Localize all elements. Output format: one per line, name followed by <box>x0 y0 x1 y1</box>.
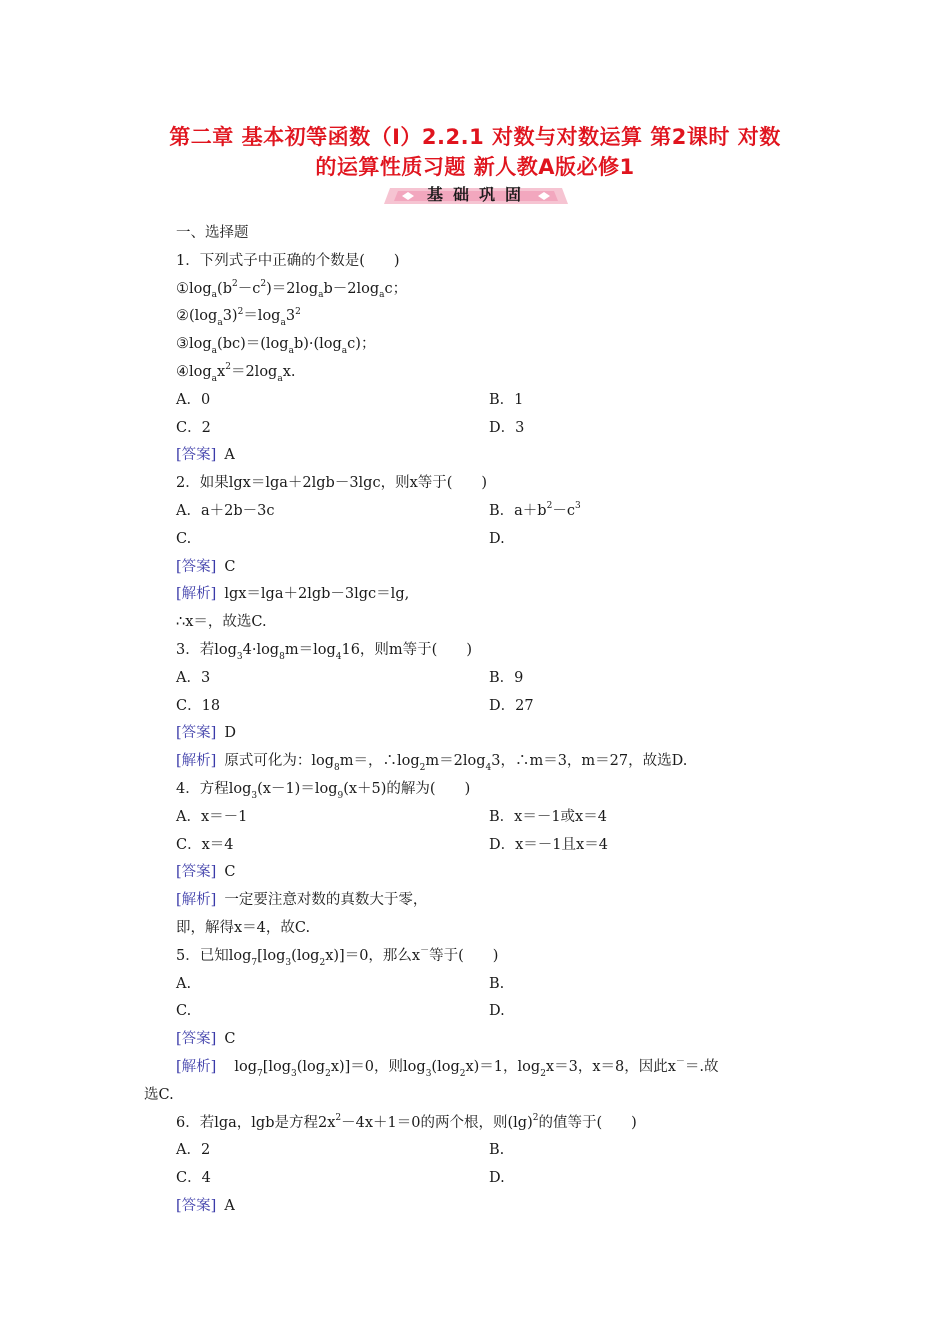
q4-options-ab: A．x＝－1 B．x＝－1或x＝4 <box>176 808 607 825</box>
q5-analysis: [解析] $\log_7[\log_3(\log_2x)]=0$，则$\log_3(\log_2x)=1$，$\log_2x=3$，x＝8，因此x－＝.故 <box>176 1057 719 1079</box>
q5-stem: 5．已知$\log_7[\log_3(\log_2x)]=0$，那么x－等于( ) <box>176 945 499 968</box>
q3-analysis: [解析] 原式可化为：$\log_8m=$，$\therefore\log_2m=2\log_43$，∴m＝3，m＝27，故选D. <box>176 753 688 774</box>
q2-options-cd <box>0 526 950 554</box>
q6-options-ab: A．2 B. <box>176 1142 505 1159</box>
q2-option-c: C. <box>176 530 192 547</box>
q1-statement-2: $②(\log_a3)^2=\log_a3^2$ <box>176 306 301 329</box>
q5-options-ab: A. B. <box>176 975 505 992</box>
section-heading: 一、选择题 <box>176 225 249 241</box>
title-line-1: 第二章 基本初等函数（Ⅰ）2.2.1 对数与对数运算 第2课时 对数 <box>169 125 781 149</box>
q2-answer: [答案] C <box>176 558 236 575</box>
q5-analysis-cont: 选C. <box>144 1086 174 1103</box>
q3-options-cd: C．18 D．27 <box>176 697 534 714</box>
q2-option-b: B．$a+b^2-c^3$ <box>489 501 581 519</box>
q1-statement-1: $①\log_a(b^2-c^2)=2\log_ab-2\log_ac$； <box>176 278 408 301</box>
q4-stem: 4．方程$\log_3(x-1)=\log_9(x+5)$的解为( ) <box>176 780 471 801</box>
q3-stem: 3．若$\log_34\cdot\log_8m=\log_416$，则m等于( ) <box>176 641 472 662</box>
section-banner <box>384 182 568 210</box>
q2-option-a: A．a＋2b－3c <box>176 502 275 519</box>
q1-answer: [答案] A <box>176 447 235 464</box>
q2-analysis-2: ∴x＝，故选C. <box>176 614 267 631</box>
q2-stem: 2．如果lgx＝lga＋2lgb－3lgc，则x等于( ) <box>176 475 488 492</box>
document-title <box>120 122 830 182</box>
q1-option-c: C．2 <box>176 419 211 436</box>
q1-statement-4: $④\log_ax^2=2\log_ax$. <box>176 362 296 384</box>
title-line-2: 的运算性质习题 新人教A版必修1 <box>315 155 635 179</box>
q1-option-b: B．1 <box>489 391 524 408</box>
q6-answer: [答案] A <box>176 1197 235 1214</box>
q1-options-ab <box>0 387 950 415</box>
question-list <box>0 220 950 1221</box>
q3-options-ab: A．3 B．9 <box>176 669 524 686</box>
q4-answer: [答案] C <box>176 864 236 881</box>
q3-answer: [答案] D <box>176 725 236 742</box>
q6-options-cd: C．4 D. <box>176 1170 505 1187</box>
q4-options-cd: C．x＝4 D．x＝－1且x＝4 <box>176 836 608 853</box>
q4-analysis: [解析] 一定要注意对数的真数大于零， <box>176 892 428 909</box>
q1-option-d: D．3 <box>489 419 525 436</box>
q1-options-cd <box>0 415 950 443</box>
q6-stem: 6．若lga，lgb是方程$2x^2-4x+1=0$的两个根，则$(\lg)^2$的值等于( ) <box>176 1112 637 1131</box>
q1-option-a: A．0 <box>176 391 211 408</box>
q1-statement-3: $③\log_a(bc)=(\log_ab)\cdot(\log_ac)$； <box>176 336 376 357</box>
q2-analysis: [解析] lgx＝lga＋2lgb－3lgc＝lg, <box>176 586 410 603</box>
answer-tag: [答案] <box>176 447 217 464</box>
banner-text: 基础巩固 <box>426 185 531 204</box>
q5-options-cd: C. D. <box>176 1003 505 1020</box>
q1-stem: 1．下列式子中正确的个数是( ) <box>176 252 400 269</box>
q5-answer: [答案] C <box>176 1031 236 1048</box>
q2-option-d: D. <box>489 530 505 547</box>
q2-options-ab <box>0 498 950 526</box>
q4-analysis-2: 即，解得x＝4，故C. <box>176 919 311 936</box>
